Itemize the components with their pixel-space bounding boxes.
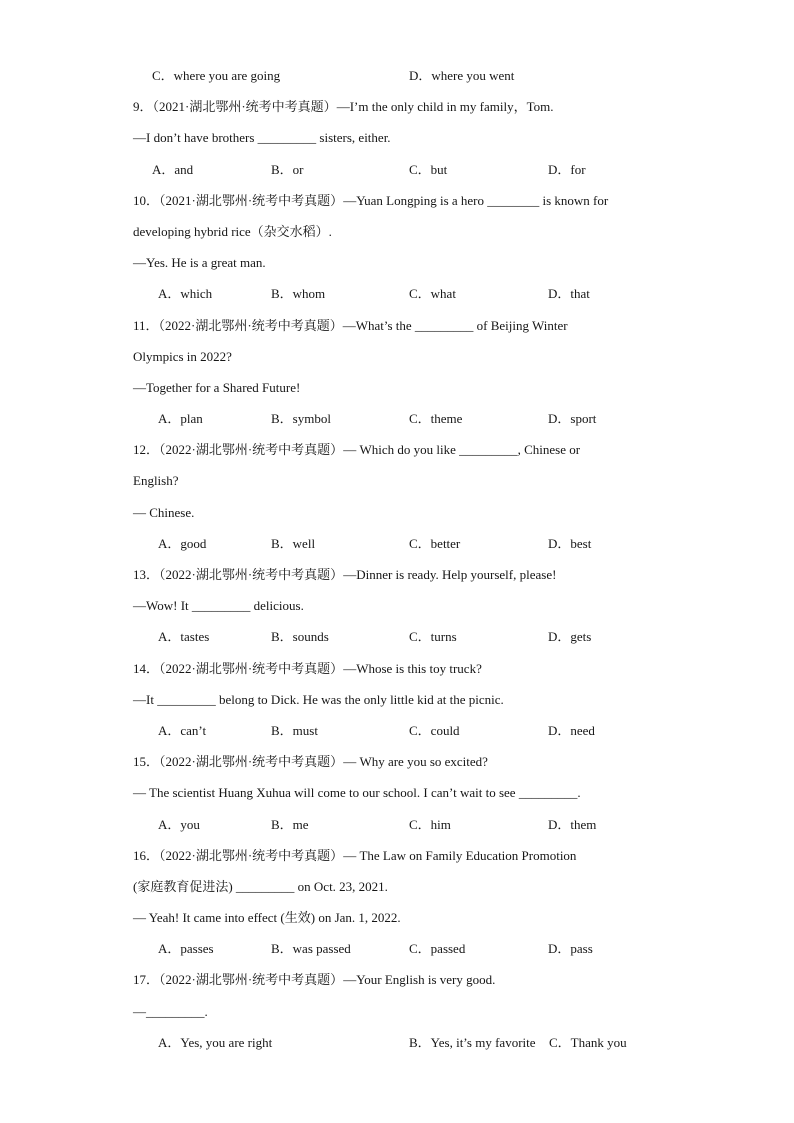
option-label: C．: [409, 816, 431, 832]
question-text-line: — Yeah! It came into effect (生效) on Jan. 1, 2022.: [133, 910, 401, 926]
option-text: tastes: [180, 629, 210, 645]
option-label: A．: [152, 161, 175, 177]
option-b: [409, 1027, 536, 1058]
question-source: （2022·湖北鄂州·统考中考真题）: [159, 567, 344, 582]
option-text: theme: [430, 411, 463, 427]
option-c: [549, 1027, 627, 1058]
question-source: （2022·湖北鄂州·统考中考真题）: [158, 317, 343, 333]
question-source: （2021·湖北鄂州·统考中考真题）: [152, 99, 337, 115]
option-a: [158, 715, 206, 746]
question-stem-first-line: [0, 434, 794, 465]
question-text-line: developing hybrid rice（杂交水稻）.: [133, 223, 332, 239]
question-text-line: — Chinese.: [133, 504, 195, 520]
option-text: well: [292, 535, 316, 551]
option-a: [158, 278, 212, 309]
question-number: 17．: [133, 972, 160, 988]
option-c: [152, 60, 280, 91]
option-b: [271, 278, 325, 309]
option-a: [158, 1027, 272, 1058]
question-text: —Whose is this toy truck?: [343, 660, 482, 676]
question-text: — Which do you like _________, Chinese or: [343, 442, 581, 458]
question-stem-first-line: [0, 746, 794, 777]
question-text-line: English?: [133, 473, 179, 489]
option-text: where you are going: [173, 68, 281, 83]
options-row: [0, 403, 794, 434]
option-label: A．: [158, 816, 181, 832]
option-text: that: [570, 286, 590, 302]
option-c: [409, 528, 460, 559]
option-label: B．: [271, 535, 293, 551]
option-label: D．: [548, 941, 571, 957]
option-text: better: [430, 535, 461, 551]
question-text: —What’s the _________ of Beijing Winter: [342, 317, 568, 333]
option-text: could: [430, 722, 460, 738]
option-text: Thank you: [570, 1034, 627, 1050]
option-label: D．: [548, 161, 571, 177]
option-text: or: [292, 161, 304, 177]
question-text: —Your English is very good.: [343, 972, 496, 988]
option-text: passes: [180, 941, 214, 957]
question-16: [0, 840, 794, 965]
option-label: A．: [158, 629, 181, 645]
option-label: C．: [409, 411, 431, 427]
option-d: [548, 715, 595, 746]
option-a: [158, 933, 214, 964]
option-label: B．: [271, 629, 293, 645]
question-stem-first-line: [0, 310, 794, 341]
question-text-line: —Yes. He is a great man.: [133, 255, 266, 271]
option-d: [548, 403, 596, 434]
option-text: pass: [570, 941, 593, 957]
options-row: [0, 621, 794, 652]
option-label: D．: [548, 411, 571, 427]
question-text-line: — The scientist Huang Xuhua will come to our school. I can’t wait to see _________.: [133, 785, 581, 801]
option-text: me: [292, 816, 309, 832]
option-a: [158, 809, 200, 840]
option-text: best: [570, 535, 592, 551]
option-label: B．: [409, 1034, 431, 1050]
question-number: 12．: [133, 442, 160, 458]
question-text-line: —Together for a Shared Future!: [133, 379, 301, 395]
question-source: （2022·湖北鄂州·统考中考真题）: [159, 754, 344, 770]
question-text: — Why are you so excited?: [343, 754, 488, 770]
option-label: D．: [548, 816, 571, 832]
option-text: need: [570, 722, 595, 738]
options-row: [0, 154, 794, 185]
option-label: A．: [158, 535, 181, 551]
question-11: [0, 310, 794, 435]
question-number: 9．: [133, 99, 153, 115]
option-c: [409, 403, 462, 434]
option-b: [271, 528, 315, 559]
option-c: [409, 933, 465, 964]
option-text: which: [180, 286, 213, 302]
option-label: B．: [271, 816, 293, 832]
option-label: B．: [271, 411, 293, 427]
option-label: D．: [548, 535, 571, 551]
option-text: passed: [430, 941, 466, 957]
option-text: symbol: [292, 411, 331, 427]
option-b: [271, 403, 331, 434]
option-label: C．: [409, 941, 431, 957]
option-label: D．: [548, 722, 571, 738]
option-text: where you went: [431, 68, 515, 83]
option-text: him: [430, 816, 451, 832]
question-stem-first-line: [0, 559, 794, 590]
option-label: D．: [548, 286, 571, 302]
question-stem-first-line: [0, 91, 794, 122]
question-9: [0, 91, 794, 185]
options-row-continued: [0, 60, 794, 91]
option-text: good: [180, 535, 207, 551]
question-text-line: —_________.: [133, 1003, 208, 1019]
option-label: B．: [271, 286, 293, 302]
option-label: A．: [158, 722, 181, 738]
option-text: plan: [180, 411, 203, 427]
option-a: [158, 528, 206, 559]
question-number: 14．: [133, 660, 160, 676]
option-d: [548, 809, 596, 840]
question-text: —Dinner is ready. Help yourself, please!: [343, 567, 557, 582]
option-label: C．: [409, 629, 431, 645]
option-label: A．: [158, 1034, 181, 1050]
option-d: [548, 528, 591, 559]
options-row: [0, 809, 794, 840]
option-b: [271, 809, 309, 840]
option-d: [548, 621, 591, 652]
option-text: what: [430, 286, 456, 302]
question-text: —Yuan Longping is a hero ________ is known for: [343, 192, 609, 208]
option-text: gets: [570, 629, 592, 645]
options-row: [0, 528, 794, 559]
option-d: [548, 154, 586, 185]
question-text: —I’m the only child in my family，Tom.: [336, 99, 554, 115]
option-b: [271, 621, 329, 652]
options-row: [0, 715, 794, 746]
question-14: [0, 653, 794, 747]
option-text: Yes, you are right: [180, 1034, 273, 1050]
option-label: C．: [549, 1034, 571, 1050]
question-10: [0, 185, 794, 310]
option-text: was passed: [292, 941, 351, 957]
options-row: [0, 278, 794, 309]
question-stem-first-line: [0, 653, 794, 684]
question-stem-first-line: [0, 964, 794, 995]
option-text: must: [292, 722, 318, 738]
question-number: 13．: [133, 567, 160, 582]
option-text: Yes, it’s my favorite: [430, 1034, 536, 1050]
option-d: [409, 60, 514, 91]
option-label: D．: [548, 629, 571, 645]
option-label: A．: [158, 941, 181, 957]
option-text: for: [570, 161, 586, 177]
option-c: [409, 809, 451, 840]
option-label: D．: [409, 68, 432, 83]
option-label: B．: [271, 722, 293, 738]
option-text: but: [430, 161, 448, 177]
option-a: [158, 403, 203, 434]
option-a: [152, 154, 193, 185]
question-text-line: (家庭教育促进法) _________ on Oct. 23, 2021.: [133, 878, 388, 894]
option-c: [409, 278, 456, 309]
option-label: C．: [152, 68, 174, 83]
option-text: them: [570, 816, 597, 832]
option-label: A．: [158, 411, 181, 427]
question-12: [0, 434, 794, 559]
option-text: can’t: [180, 722, 207, 738]
option-text: whom: [292, 286, 326, 302]
option-d: [548, 278, 590, 309]
question-stem-first-line: [0, 840, 794, 871]
question-number: 16．: [133, 847, 160, 863]
option-text: you: [180, 816, 200, 832]
question-text-line: —Wow! It _________ delicious.: [133, 598, 304, 614]
option-text: sport: [570, 411, 597, 427]
option-a: [158, 621, 209, 652]
question-15: [0, 746, 794, 840]
question-source: （2022·湖北鄂州·统考中考真题）: [159, 972, 344, 988]
option-label: C．: [409, 161, 431, 177]
option-label: C．: [409, 722, 431, 738]
option-label: B．: [271, 941, 293, 957]
question-text-line: —I don’t have brothers _________ sisters, either.: [133, 130, 391, 146]
option-c: [409, 154, 447, 185]
option-text: sounds: [292, 629, 329, 645]
options-row: [0, 933, 794, 964]
question-number: 11．: [133, 317, 159, 333]
option-text: and: [174, 161, 194, 177]
question-number: 15．: [133, 754, 160, 770]
option-label: A．: [158, 286, 181, 302]
option-label: C．: [409, 286, 431, 302]
option-b: [271, 715, 318, 746]
question-number: 10．: [133, 192, 160, 208]
option-text: turns: [430, 629, 457, 645]
option-c: [409, 715, 460, 746]
option-label: B．: [271, 161, 293, 177]
options-row: [0, 1027, 794, 1058]
question-text-line: Olympics in 2022?: [133, 348, 232, 364]
option-b: [271, 933, 351, 964]
question-13: [0, 559, 794, 653]
question-source: （2022·湖北鄂州·统考中考真题）: [159, 442, 344, 458]
option-b: [271, 154, 304, 185]
question-stem-first-line: [0, 185, 794, 216]
question-source: （2022·湖北鄂州·统考中考真题）: [159, 847, 344, 863]
question-source: （2022·湖北鄂州·统考中考真题）: [159, 660, 344, 676]
question-text: — The Law on Family Education Promotion: [343, 847, 577, 863]
option-c: [409, 621, 457, 652]
question-text-line: —It _________ belong to Dick. He was the only little kid at the picnic.: [133, 691, 504, 707]
option-d: [548, 933, 593, 964]
question-source: （2021·湖北鄂州·统考中考真题）: [159, 192, 344, 208]
question-17: [0, 964, 794, 1058]
option-label: C．: [409, 535, 431, 551]
